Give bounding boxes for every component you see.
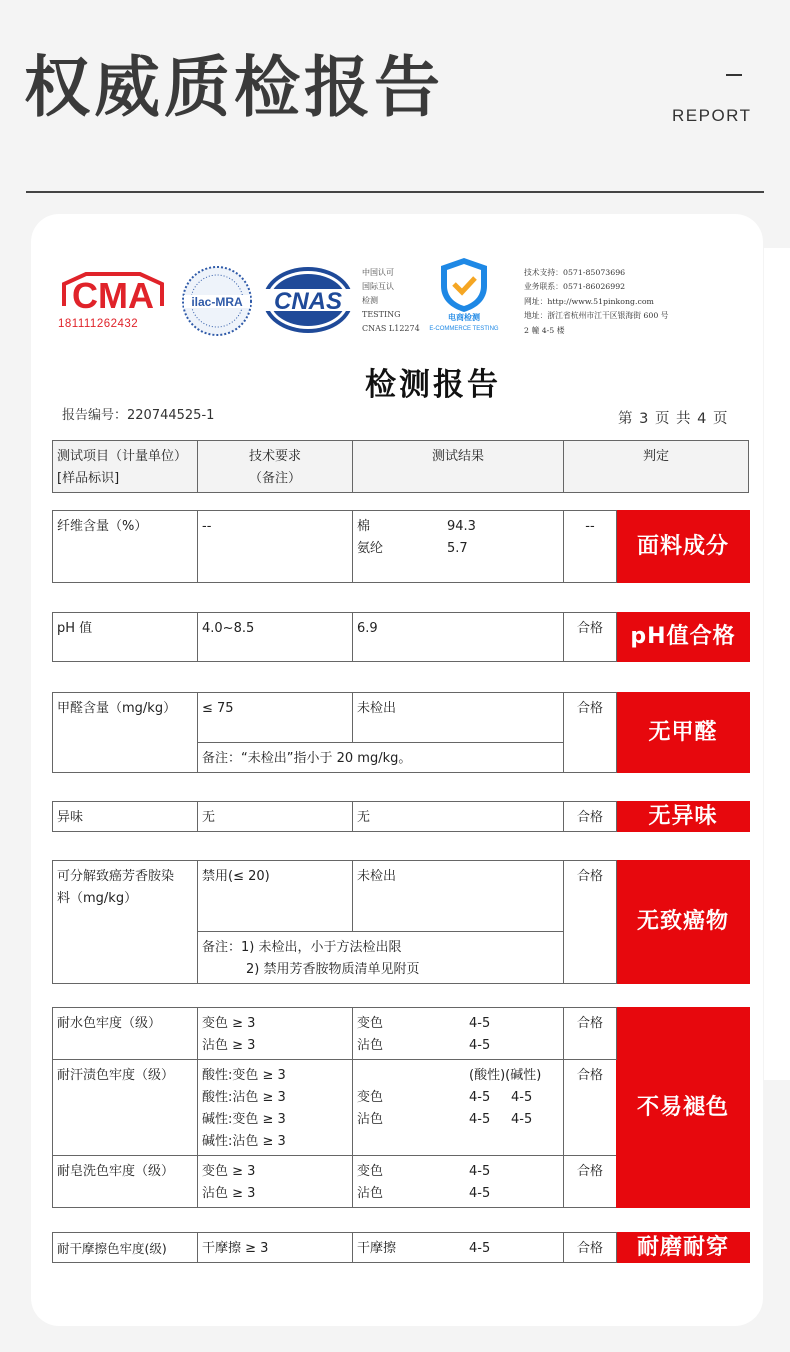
azo-note: 备注：1) 未检出，小于方法检出限 2) 禁用芳香胺物质清单见附页 <box>198 932 564 984</box>
header-test-item: 测试项目（计量单位） [样品标识] <box>53 441 198 493</box>
odor-result: 无 <box>353 802 564 832</box>
azo-item: 可分解致癌芳香胺染 料（mg/kg） <box>53 861 198 984</box>
table-row <box>52 692 750 773</box>
ph-verdict: 合格 <box>564 613 617 662</box>
document-title: 检测报告 <box>365 367 501 403</box>
soap-fastness-item: 耐皂洗色牢度（级） <box>53 1156 198 1208</box>
rubbing-flag-badge: 耐磨耐穿 <box>617 1233 750 1263</box>
ilac-mra-logo-icon <box>180 264 254 338</box>
water-fastness-requirement: 变色 ≥ 3 沾色 ≥ 3 <box>198 1008 353 1060</box>
svg-text:ilac-MRA: ilac-MRA <box>191 295 243 309</box>
sweat-fastness-verdict: 合格 <box>564 1060 617 1156</box>
background-strip <box>764 248 790 1080</box>
sweat-fastness-requirement: 酸性:变色 ≥ 3 酸性:沾色 ≥ 3 碱性:变色 ≥ 3 碱性:沾色 ≥ 3 <box>198 1060 353 1156</box>
table-row <box>52 860 750 984</box>
odor-requirement: 无 <box>198 802 353 832</box>
table-row <box>52 612 750 662</box>
cnas-logo-icon <box>262 265 354 335</box>
contact-block: 技术支持：0571-85073696 业务联系：0571-86026992 网址：http://www.51pinkong.com 地址：浙江省杭州市江干区银海街 600 号 2 幢 4-5 楼 <box>524 268 669 335</box>
svg-text:CNAS: CNAS <box>273 288 343 315</box>
header-verdict: 判定 <box>564 441 749 493</box>
title-dash <box>726 74 742 76</box>
ph-flag-badge: pH值合格 <box>617 613 750 662</box>
header-result: 测试结果 <box>353 441 564 493</box>
table-header <box>52 440 749 493</box>
water-fastness-result: 变色 4-5 沾色 4-5 <box>353 1008 564 1060</box>
soap-fastness-requirement: 变色 ≥ 3 沾色 ≥ 3 <box>198 1156 353 1208</box>
report-number: 报告编号：220744525-1 <box>62 408 215 423</box>
table-row <box>52 1232 750 1263</box>
formaldehyde-item: 甲醛含量（mg/kg） <box>53 693 198 773</box>
ec-label-en: E-COMMERCE TESTING <box>429 326 499 332</box>
formaldehyde-result: 未检出 <box>353 693 564 743</box>
fiber-flag-badge: 面料成分 <box>617 511 750 583</box>
svg-text:CMA: CMA <box>72 275 154 316</box>
fiber-requirement: -- <box>198 511 353 583</box>
odor-item: 异味 <box>53 802 198 832</box>
ec-label-cn: 电商检测 <box>448 313 480 322</box>
odor-flag-badge: 无异味 <box>617 802 750 832</box>
ecommerce-testing-shield-icon <box>425 254 503 334</box>
page-title: 权威质检报告 <box>24 49 444 126</box>
rubbing-requirement: 干摩擦 ≥ 3 <box>198 1233 353 1263</box>
header-requirement: 技术要求 （备注） <box>198 441 353 493</box>
table-row <box>52 1007 750 1208</box>
formaldehyde-verdict: 合格 <box>564 693 617 773</box>
fiber-verdict: -- <box>564 511 617 583</box>
azo-flag-badge: 无致癌物 <box>617 861 750 984</box>
cnas-text-block: 中国认可 国际互认 检测 TESTING CNAS L12274 <box>362 268 420 333</box>
rubbing-result: 干摩擦 4-5 <box>353 1233 564 1263</box>
formaldehyde-requirement: ≤ 75 <box>198 693 353 743</box>
header-divider <box>26 191 764 193</box>
cma-number: 181111262432 <box>58 318 139 330</box>
formaldehyde-flag-badge: 无甲醛 <box>617 693 750 773</box>
report-label: REPORT <box>672 106 752 125</box>
formaldehyde-note: 备注：“未检出”指小于 20 mg/kg。 <box>198 743 564 773</box>
sweat-fastness-result: (酸性)(碱性) 变色 4-5 4-5 沾色 4-5 4-5 <box>353 1060 564 1156</box>
azo-requirement: 禁用(≤ 20) <box>198 861 353 932</box>
azo-verdict: 合格 <box>564 861 617 984</box>
page-count: 第 3 页 共 4 页 <box>618 411 729 427</box>
azo-result: 未检出 <box>353 861 564 932</box>
odor-verdict: 合格 <box>564 802 617 832</box>
ph-requirement: 4.0~8.5 <box>198 613 353 662</box>
colorfast-flag-badge: 不易褪色 <box>617 1008 750 1208</box>
water-fastness-verdict: 合格 <box>564 1008 617 1060</box>
table-row <box>52 510 750 583</box>
soap-fastness-result: 变色 4-5 沾色 4-5 <box>353 1156 564 1208</box>
fiber-result: 棉 94.3 氨纶 5.7 <box>353 511 564 583</box>
ph-result: 6.9 <box>353 613 564 662</box>
table-row <box>52 801 750 832</box>
rubbing-verdict: 合格 <box>564 1233 617 1263</box>
rubbing-item: 耐干摩擦色牢度(级) <box>53 1233 198 1263</box>
ph-item: pH 值 <box>53 613 198 662</box>
water-fastness-item: 耐水色牢度（级） <box>53 1008 198 1060</box>
sweat-fastness-item: 耐汗渍色牢度（级） <box>53 1060 198 1156</box>
soap-fastness-verdict: 合格 <box>564 1156 617 1208</box>
fiber-item: 纤维含量（%） <box>53 511 198 583</box>
